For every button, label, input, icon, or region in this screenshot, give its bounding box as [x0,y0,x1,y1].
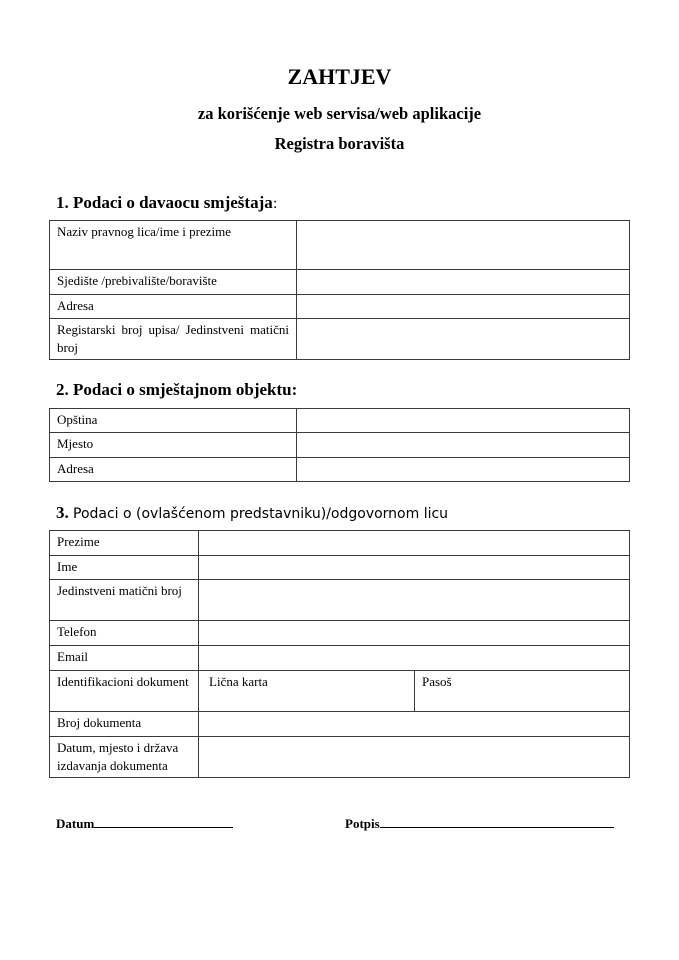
field-input-sjediste[interactable] [297,270,630,295]
signature-field [345,815,614,832]
table-row [50,409,630,433]
section1-title: Podaci o davaocu smještaja [73,193,273,212]
section3-title: Podaci o (ovlašćenom predstavniku)/odgovornom licu [73,506,449,522]
field-input-jmbg[interactable] [199,580,630,621]
field-label: Broj dokumenta [50,712,199,737]
table-row [50,737,630,778]
field-input-naziv[interactable] [297,221,630,270]
option-licna-karta[interactable]: Lična karta [199,671,415,712]
field-label: Adresa [50,295,297,319]
field-input-adresa-objekta[interactable] [297,458,630,482]
form-title: ZAHTJEV [287,64,392,89]
table-row [50,580,630,621]
field-input-adresa[interactable] [297,295,630,319]
table-row [50,556,630,580]
section2-title: Podaci o smještajnom objektu: [73,380,298,399]
field-input-telefon[interactable] [199,621,630,646]
table-row [50,646,630,671]
field-label: Registarski broj upisa/ Jedinstveni matični broj [50,319,297,360]
table-row [50,433,630,458]
section2-heading: 2. Podaci o smještajnom objektu: [56,380,298,399]
field-label: Telefon [50,621,199,646]
field-label: Jedinstveni matični broj [50,580,199,621]
section3-heading: 3. Podaci o (ovlašćenom predstavniku)/odgovornom licu [56,503,449,522]
field-label: Prezime [50,531,199,556]
field-input-prezime[interactable] [199,531,630,556]
field-label: Sjedište /prebivalište/boravište [50,270,297,295]
table-row [50,458,630,482]
field-input-izdavanje[interactable] [199,737,630,778]
form-subtitle: za korišćenje web servisa/web aplikacije [197,104,482,123]
section1-table [49,220,630,360]
table-row [50,221,630,270]
field-input-broj-dokumenta[interactable] [199,712,630,737]
date-label: Datum [56,816,95,831]
table-row [50,270,630,295]
section2-table [49,408,630,482]
field-label: Datum, mjesto i država izdavanja dokumenta [50,737,199,778]
field-input-ime[interactable] [199,556,630,580]
signature-line[interactable] [380,815,614,828]
section1-heading: 1. Podaci o davaocu smještaja: [56,193,278,212]
table-row [50,621,630,646]
table-row [50,712,630,737]
date-line[interactable] [94,815,233,828]
field-label: Opština [50,409,297,433]
table-row [50,295,630,319]
field-input-opstina[interactable] [297,409,630,433]
date-field [56,815,233,832]
table-row [50,671,630,712]
table-row [50,531,630,556]
field-label: Mjesto [50,433,297,458]
field-label: Email [50,646,199,671]
field-label: Naziv pravnog lica/ime i prezime [50,221,297,270]
option-pasos[interactable]: Pasoš [415,671,630,712]
field-input-email[interactable] [199,646,630,671]
signature-label: Potpis [345,816,380,831]
section3-table [49,530,630,778]
field-input-mjesto[interactable] [297,433,630,458]
field-label: Adresa [50,458,297,482]
table-row [50,319,630,360]
field-label: Identifikacioni dokument [50,671,199,712]
field-input-registarski-broj[interactable] [297,319,630,360]
field-label: Ime [50,556,199,580]
form-subtitle-registry: Registra boravišta [274,134,405,153]
